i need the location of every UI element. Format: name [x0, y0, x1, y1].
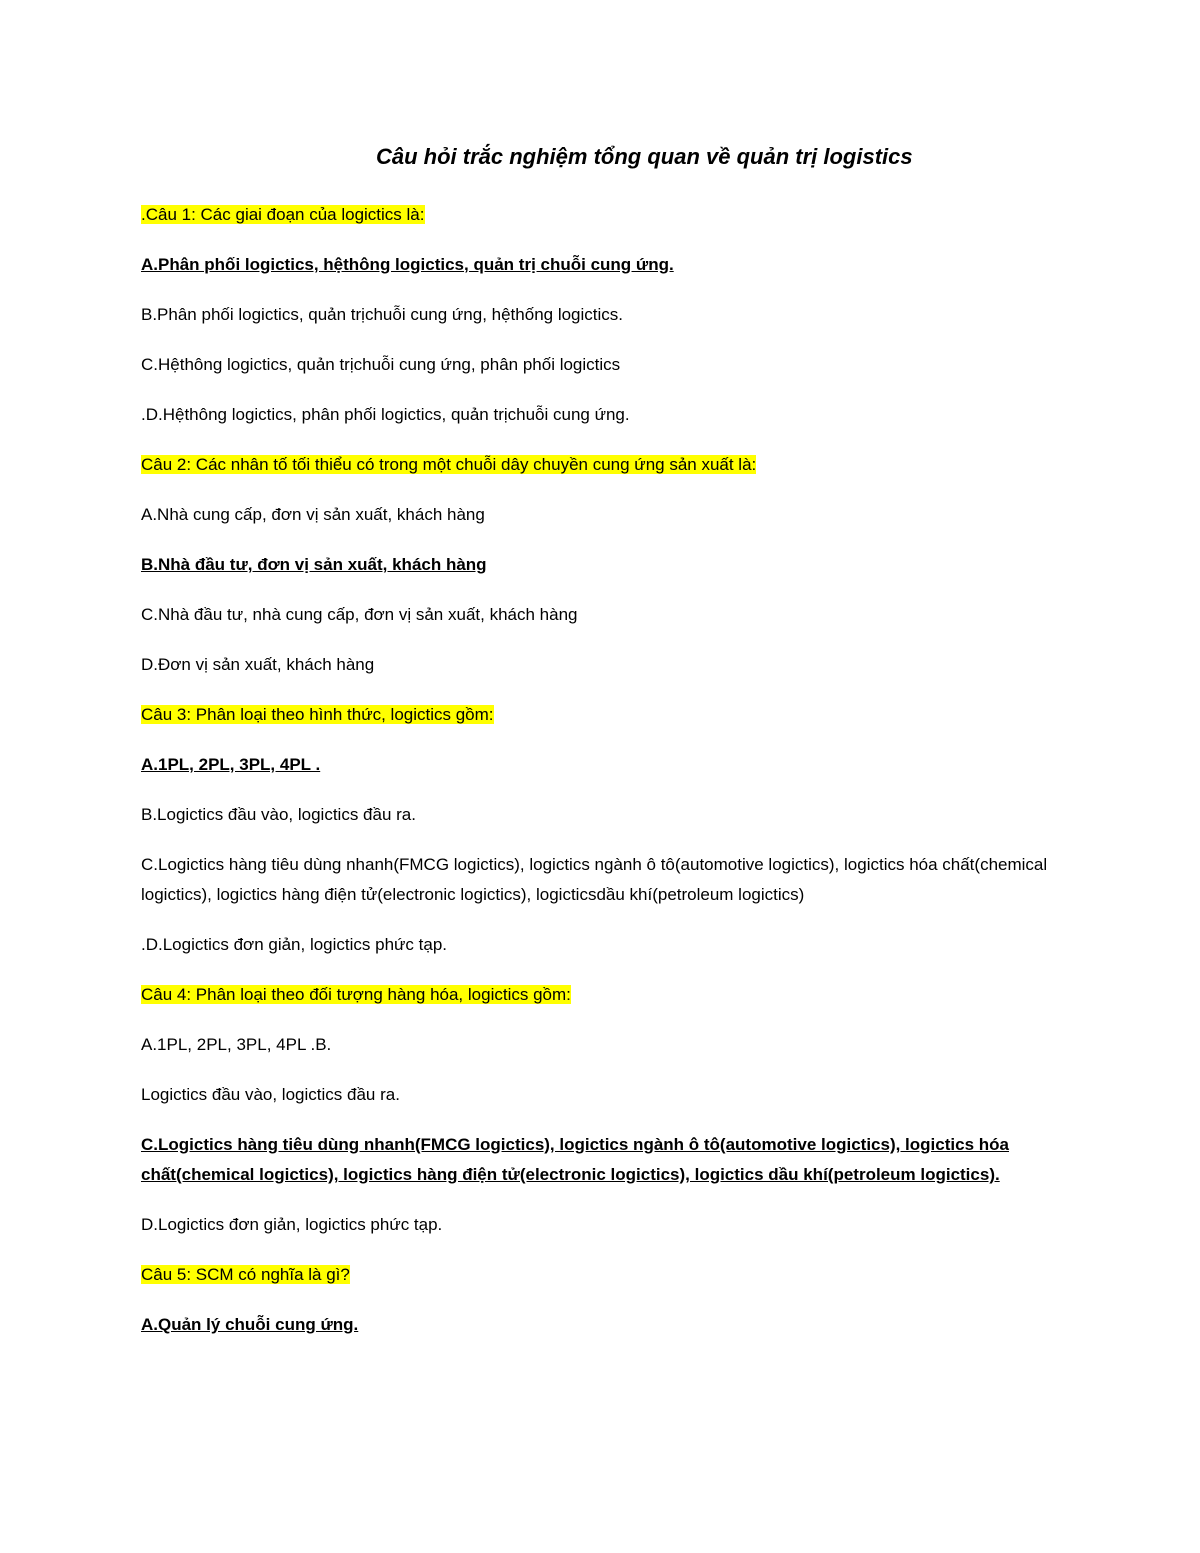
answer-option: A.1PL, 2PL, 3PL, 4PL . — [141, 755, 321, 774]
question-2: Câu 2: Các nhân tố tối thiểu có trong một chuỗi dây chuyền cung ứng sản xuất là: — [141, 455, 757, 474]
answer-option: B.Nhà đầu tư, đơn vị sản xuất, khách hàng — [141, 555, 487, 574]
answer-option: Logictics đầu vào, logictics đầu ra. — [141, 1085, 400, 1104]
answer-option: A.1PL, 2PL, 3PL, 4PL .B. — [141, 1035, 332, 1054]
answer-option: .D.Hệthông logictics, phân phối logictics, quản trịchuỗi cung ứng. — [141, 405, 630, 424]
answer-option: B.Phân phối logictics, quản trịchuỗi cung ứng, hệthống logictics. — [141, 305, 624, 324]
answer-option: D.Logictics đơn giản, logictics phức tạp. — [141, 1215, 443, 1234]
question-3: Câu 3: Phân loại theo hình thức, logictics gồm: — [141, 705, 494, 724]
answer-option: B.Logictics đầu vào, logictics đầu ra. — [141, 805, 416, 824]
document-title: Câu hỏi trắc nghiệm tổng quan về quản trị logistics — [376, 144, 913, 169]
answer-option: C.Logictics hàng tiêu dùng nhanh(FMCG logictics), logictics ngành ô tô(automotive logictics), logictics hóa chất(chemical logictics), logictics hàng điện tử(electronic logictics), logictics dầu khí(petroleum logictics). — [141, 1135, 1009, 1184]
answer-option: D.Đơn vị sản xuất, khách hàng — [141, 655, 375, 674]
answer-option: A.Phân phối logictics, hệthông logictics, quản trị chuỗi cung ứng. — [141, 255, 674, 274]
question-5: Câu 5: SCM có nghĩa là gì? — [141, 1265, 350, 1284]
answer-option: C.Logictics hàng tiêu dùng nhanh(FMCG logictics), logictics ngành ô tô(automotive logictics), logictics hóa chất(chemical logictics), logictics hàng điện tử(electronic logictics), logicticsdầu khí(petroleum logictics) — [141, 855, 1048, 904]
answer-option: .D.Logictics đơn giản, logictics phức tạp. — [141, 935, 448, 954]
answer-option: C.Hệthông logictics, quản trịchuỗi cung ứng, phân phối logictics — [141, 355, 621, 374]
document-body — [141, 200, 1061, 1360]
question-4: Câu 4: Phân loại theo đối tượng hàng hóa, logictics gồm: — [141, 985, 571, 1004]
question-1: .Câu 1: Các giai đoạn của logictics là: — [141, 205, 425, 224]
answer-option: C.Nhà đầu tư, nhà cung cấp, đơn vị sản xuất, khách hàng — [141, 605, 578, 624]
answer-option: A.Nhà cung cấp, đơn vị sản xuất, khách hàng — [141, 505, 485, 524]
answer-option: A.Quản lý chuỗi cung ứng. — [141, 1315, 359, 1334]
